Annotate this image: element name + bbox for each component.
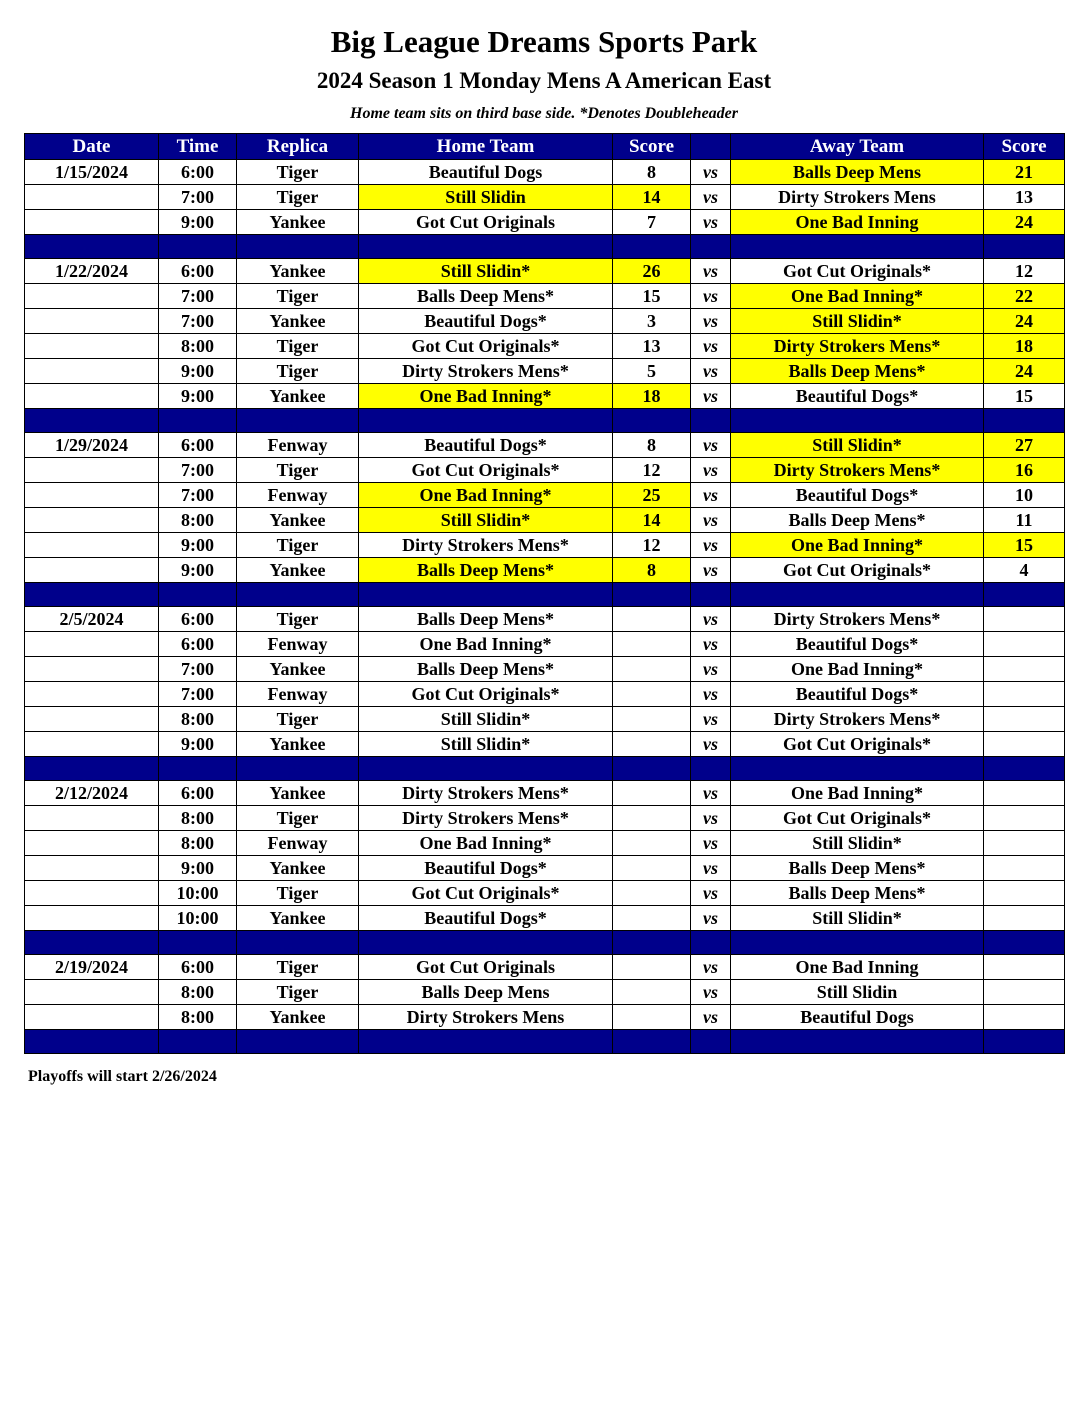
home-team-cell: Dirty Strokers Mens* bbox=[359, 359, 613, 384]
game-row bbox=[25, 558, 1065, 583]
home-score-cell: 5 bbox=[613, 359, 691, 384]
home-score-cell: 12 bbox=[613, 458, 691, 483]
home-team-cell: Dirty Strokers Mens bbox=[359, 1005, 613, 1030]
date-cell bbox=[25, 185, 159, 210]
away-score-cell bbox=[984, 856, 1065, 881]
home-score-cell bbox=[613, 955, 691, 980]
vs-cell: vs bbox=[691, 508, 731, 533]
away-team-cell: Dirty Strokers Mens* bbox=[731, 334, 984, 359]
date-cell bbox=[25, 906, 159, 931]
week-separator bbox=[25, 931, 1065, 955]
week-separator bbox=[25, 235, 1065, 259]
time-cell: 7:00 bbox=[159, 284, 237, 309]
replica-cell: Tiger bbox=[237, 185, 359, 210]
game-row bbox=[25, 856, 1065, 881]
home-team-cell: Balls Deep Mens* bbox=[359, 657, 613, 682]
away-team-cell: Beautiful Dogs* bbox=[731, 483, 984, 508]
home-score-cell: 13 bbox=[613, 334, 691, 359]
home-score-cell: 12 bbox=[613, 533, 691, 558]
home-score-cell: 7 bbox=[613, 210, 691, 235]
game-row bbox=[25, 707, 1065, 732]
away-score-cell: 13 bbox=[984, 185, 1065, 210]
away-score-cell: 12 bbox=[984, 259, 1065, 284]
away-score-cell: 18 bbox=[984, 334, 1065, 359]
vs-cell: vs bbox=[691, 259, 731, 284]
away-score-cell bbox=[984, 955, 1065, 980]
home-score-cell bbox=[613, 856, 691, 881]
replica-cell: Yankee bbox=[237, 309, 359, 334]
vs-cell: vs bbox=[691, 160, 731, 185]
vs-cell: vs bbox=[691, 384, 731, 409]
game-row bbox=[25, 309, 1065, 334]
home-team-cell: Dirty Strokers Mens* bbox=[359, 781, 613, 806]
date-cell: 1/15/2024 bbox=[25, 160, 159, 185]
away-team-cell: One Bad Inning* bbox=[731, 284, 984, 309]
replica-cell: Tiger bbox=[237, 533, 359, 558]
date-cell bbox=[25, 1005, 159, 1030]
vs-cell: vs bbox=[691, 458, 731, 483]
home-score-cell: 8 bbox=[613, 433, 691, 458]
home-team-cell: Balls Deep Mens bbox=[359, 980, 613, 1005]
time-cell: 6:00 bbox=[159, 433, 237, 458]
away-score-cell: 15 bbox=[984, 384, 1065, 409]
time-cell: 8:00 bbox=[159, 334, 237, 359]
schedule-table bbox=[24, 133, 1065, 1054]
replica-cell: Tiger bbox=[237, 458, 359, 483]
game-row bbox=[25, 160, 1065, 185]
replica-cell: Yankee bbox=[237, 906, 359, 931]
away-team-cell: One Bad Inning* bbox=[731, 533, 984, 558]
time-cell: 9:00 bbox=[159, 558, 237, 583]
home-score-cell bbox=[613, 906, 691, 931]
replica-cell: Yankee bbox=[237, 508, 359, 533]
date-cell bbox=[25, 732, 159, 757]
date-cell bbox=[25, 384, 159, 409]
time-cell: 8:00 bbox=[159, 1005, 237, 1030]
away-team-cell: Still Slidin* bbox=[731, 831, 984, 856]
home-score-cell: 14 bbox=[613, 185, 691, 210]
game-row bbox=[25, 881, 1065, 906]
date-cell bbox=[25, 533, 159, 558]
away-team-cell: Balls Deep Mens* bbox=[731, 856, 984, 881]
away-team-cell: Dirty Strokers Mens* bbox=[731, 607, 984, 632]
away-team-cell: Balls Deep Mens* bbox=[731, 508, 984, 533]
time-cell: 9:00 bbox=[159, 210, 237, 235]
vs-cell: vs bbox=[691, 558, 731, 583]
home-score-cell: 14 bbox=[613, 508, 691, 533]
away-score-cell: 24 bbox=[984, 359, 1065, 384]
replica-cell: Tiger bbox=[237, 980, 359, 1005]
date-cell bbox=[25, 707, 159, 732]
week-separator bbox=[25, 1030, 1065, 1054]
game-row bbox=[25, 284, 1065, 309]
date-cell: 2/19/2024 bbox=[25, 955, 159, 980]
col-header-away-team: Away Team bbox=[731, 134, 984, 160]
away-score-cell: 10 bbox=[984, 483, 1065, 508]
game-row bbox=[25, 384, 1065, 409]
away-team-cell: Got Cut Originals* bbox=[731, 558, 984, 583]
away-team-cell: Got Cut Originals* bbox=[731, 732, 984, 757]
away-team-cell: Beautiful Dogs* bbox=[731, 632, 984, 657]
date-cell bbox=[25, 334, 159, 359]
away-score-cell bbox=[984, 732, 1065, 757]
away-team-cell: Got Cut Originals* bbox=[731, 259, 984, 284]
away-team-cell: One Bad Inning bbox=[731, 210, 984, 235]
away-team-cell: Still Slidin* bbox=[731, 309, 984, 334]
home-team-cell: One Bad Inning* bbox=[359, 483, 613, 508]
replica-cell: Tiger bbox=[237, 607, 359, 632]
replica-cell: Yankee bbox=[237, 732, 359, 757]
replica-cell: Yankee bbox=[237, 384, 359, 409]
vs-cell: vs bbox=[691, 210, 731, 235]
vs-cell: vs bbox=[691, 881, 731, 906]
away-score-cell bbox=[984, 632, 1065, 657]
home-team-cell: Balls Deep Mens* bbox=[359, 607, 613, 632]
playoffs-note: Playoffs will start 2/26/2024 bbox=[28, 1068, 217, 1085]
home-score-cell: 8 bbox=[613, 558, 691, 583]
col-header-vs bbox=[691, 134, 731, 160]
replica-cell: Yankee bbox=[237, 1005, 359, 1030]
home-team-cell: Got Cut Originals* bbox=[359, 458, 613, 483]
home-team-cell: Dirty Strokers Mens* bbox=[359, 806, 613, 831]
date-cell bbox=[25, 309, 159, 334]
game-row bbox=[25, 334, 1065, 359]
date-cell bbox=[25, 284, 159, 309]
home-team-cell: Beautiful Dogs bbox=[359, 160, 613, 185]
home-team-cell: Dirty Strokers Mens* bbox=[359, 533, 613, 558]
home-team-cell: Got Cut Originals bbox=[359, 955, 613, 980]
game-row bbox=[25, 533, 1065, 558]
time-cell: 6:00 bbox=[159, 259, 237, 284]
home-team-cell: Balls Deep Mens* bbox=[359, 284, 613, 309]
away-score-cell: 16 bbox=[984, 458, 1065, 483]
replica-cell: Yankee bbox=[237, 259, 359, 284]
away-score-cell: 11 bbox=[984, 508, 1065, 533]
time-cell: 6:00 bbox=[159, 781, 237, 806]
away-team-cell: Still Slidin* bbox=[731, 906, 984, 931]
away-score-cell: 15 bbox=[984, 533, 1065, 558]
away-score-cell bbox=[984, 657, 1065, 682]
vs-cell: vs bbox=[691, 831, 731, 856]
away-score-cell bbox=[984, 906, 1065, 931]
game-row bbox=[25, 632, 1065, 657]
away-team-cell: Still Slidin* bbox=[731, 433, 984, 458]
home-team-cell: Got Cut Originals* bbox=[359, 334, 613, 359]
date-cell bbox=[25, 558, 159, 583]
time-cell: 9:00 bbox=[159, 732, 237, 757]
time-cell: 8:00 bbox=[159, 806, 237, 831]
home-team-cell: One Bad Inning* bbox=[359, 831, 613, 856]
replica-cell: Yankee bbox=[237, 657, 359, 682]
home-score-cell bbox=[613, 682, 691, 707]
game-row bbox=[25, 458, 1065, 483]
home-score-cell bbox=[613, 806, 691, 831]
away-team-cell: Balls Deep Mens* bbox=[731, 359, 984, 384]
home-team-cell: Beautiful Dogs* bbox=[359, 309, 613, 334]
replica-cell: Tiger bbox=[237, 707, 359, 732]
time-cell: 8:00 bbox=[159, 831, 237, 856]
replica-cell: Tiger bbox=[237, 334, 359, 359]
time-cell: 9:00 bbox=[159, 359, 237, 384]
home-score-cell bbox=[613, 881, 691, 906]
date-cell bbox=[25, 682, 159, 707]
away-team-cell: Dirty Strokers Mens bbox=[731, 185, 984, 210]
home-team-cell: Still Slidin* bbox=[359, 259, 613, 284]
home-team-cell: Beautiful Dogs* bbox=[359, 856, 613, 881]
away-score-cell bbox=[984, 881, 1065, 906]
vs-cell: vs bbox=[691, 632, 731, 657]
home-score-cell bbox=[613, 607, 691, 632]
date-cell bbox=[25, 657, 159, 682]
date-cell: 1/29/2024 bbox=[25, 433, 159, 458]
time-cell: 6:00 bbox=[159, 955, 237, 980]
replica-cell: Fenway bbox=[237, 433, 359, 458]
vs-cell: vs bbox=[691, 806, 731, 831]
col-header-date: Date bbox=[25, 134, 159, 160]
game-row bbox=[25, 607, 1065, 632]
replica-cell: Yankee bbox=[237, 856, 359, 881]
home-team-cell: Still Slidin* bbox=[359, 707, 613, 732]
vs-cell: vs bbox=[691, 607, 731, 632]
time-cell: 8:00 bbox=[159, 508, 237, 533]
game-row bbox=[25, 955, 1065, 980]
home-team-cell: One Bad Inning* bbox=[359, 632, 613, 657]
home-score-cell: 25 bbox=[613, 483, 691, 508]
home-score-cell: 3 bbox=[613, 309, 691, 334]
away-score-cell: 4 bbox=[984, 558, 1065, 583]
time-cell: 7:00 bbox=[159, 458, 237, 483]
home-team-cell: Beautiful Dogs* bbox=[359, 906, 613, 931]
vs-cell: vs bbox=[691, 284, 731, 309]
away-score-cell: 24 bbox=[984, 210, 1065, 235]
away-team-cell: Beautiful Dogs* bbox=[731, 682, 984, 707]
home-score-cell bbox=[613, 831, 691, 856]
date-cell bbox=[25, 210, 159, 235]
vs-cell: vs bbox=[691, 682, 731, 707]
away-score-cell bbox=[984, 682, 1065, 707]
vs-cell: vs bbox=[691, 906, 731, 931]
page-title: Big League Dreams Sports Park bbox=[330, 24, 758, 59]
home-team-cell: Got Cut Originals* bbox=[359, 682, 613, 707]
replica-cell: Tiger bbox=[237, 160, 359, 185]
replica-cell: Yankee bbox=[237, 558, 359, 583]
vs-cell: vs bbox=[691, 657, 731, 682]
time-cell: 9:00 bbox=[159, 856, 237, 881]
time-cell: 7:00 bbox=[159, 657, 237, 682]
game-row bbox=[25, 1005, 1065, 1030]
home-score-cell: 18 bbox=[613, 384, 691, 409]
vs-cell: vs bbox=[691, 856, 731, 881]
col-header-time: Time bbox=[159, 134, 237, 160]
home-team-cell: Beautiful Dogs* bbox=[359, 433, 613, 458]
away-score-cell bbox=[984, 980, 1065, 1005]
away-team-cell: One Bad Inning* bbox=[731, 781, 984, 806]
vs-cell: vs bbox=[691, 309, 731, 334]
game-row bbox=[25, 831, 1065, 856]
home-score-cell: 26 bbox=[613, 259, 691, 284]
time-cell: 10:00 bbox=[159, 906, 237, 931]
replica-cell: Fenway bbox=[237, 682, 359, 707]
vs-cell: vs bbox=[691, 980, 731, 1005]
vs-cell: vs bbox=[691, 707, 731, 732]
away-team-cell: Got Cut Originals* bbox=[731, 806, 984, 831]
doubleheader-note: Home team sits on third base side. *Denotes Doubleheader bbox=[350, 105, 738, 122]
game-row bbox=[25, 508, 1065, 533]
vs-cell: vs bbox=[691, 732, 731, 757]
date-cell bbox=[25, 831, 159, 856]
time-cell: 8:00 bbox=[159, 980, 237, 1005]
game-row bbox=[25, 682, 1065, 707]
game-row bbox=[25, 185, 1065, 210]
game-row bbox=[25, 359, 1065, 384]
col-header-away-score: Score bbox=[984, 134, 1065, 160]
away-score-cell bbox=[984, 781, 1065, 806]
time-cell: 9:00 bbox=[159, 533, 237, 558]
replica-cell: Fenway bbox=[237, 632, 359, 657]
away-score-cell: 24 bbox=[984, 309, 1065, 334]
date-cell bbox=[25, 458, 159, 483]
page-subtitle: 2024 Season 1 Monday Mens A American East bbox=[316, 68, 772, 93]
time-cell: 8:00 bbox=[159, 707, 237, 732]
col-header-home-score: Score bbox=[613, 134, 691, 160]
date-cell bbox=[25, 483, 159, 508]
week-separator bbox=[25, 583, 1065, 607]
time-cell: 6:00 bbox=[159, 160, 237, 185]
replica-cell: Fenway bbox=[237, 483, 359, 508]
home-team-cell: Still Slidin* bbox=[359, 508, 613, 533]
away-team-cell: Still Slidin bbox=[731, 980, 984, 1005]
home-score-cell bbox=[613, 980, 691, 1005]
vs-cell: vs bbox=[691, 955, 731, 980]
home-team-cell: Got Cut Originals bbox=[359, 210, 613, 235]
away-team-cell: Dirty Strokers Mens* bbox=[731, 458, 984, 483]
table-header-row bbox=[25, 134, 1065, 160]
away-score-cell bbox=[984, 607, 1065, 632]
vs-cell: vs bbox=[691, 1005, 731, 1030]
replica-cell: Tiger bbox=[237, 806, 359, 831]
date-cell bbox=[25, 881, 159, 906]
vs-cell: vs bbox=[691, 533, 731, 558]
week-separator bbox=[25, 409, 1065, 433]
date-cell: 2/12/2024 bbox=[25, 781, 159, 806]
time-cell: 7:00 bbox=[159, 185, 237, 210]
away-score-cell: 27 bbox=[984, 433, 1065, 458]
replica-cell: Tiger bbox=[237, 955, 359, 980]
game-row bbox=[25, 781, 1065, 806]
game-row bbox=[25, 259, 1065, 284]
home-team-cell: One Bad Inning* bbox=[359, 384, 613, 409]
time-cell: 7:00 bbox=[159, 682, 237, 707]
away-score-cell bbox=[984, 831, 1065, 856]
home-score-cell: 8 bbox=[613, 160, 691, 185]
replica-cell: Yankee bbox=[237, 210, 359, 235]
away-team-cell: Beautiful Dogs bbox=[731, 1005, 984, 1030]
home-team-cell: Got Cut Originals* bbox=[359, 881, 613, 906]
home-score-cell bbox=[613, 781, 691, 806]
game-row bbox=[25, 433, 1065, 458]
home-score-cell bbox=[613, 657, 691, 682]
time-cell: 6:00 bbox=[159, 632, 237, 657]
away-team-cell: Beautiful Dogs* bbox=[731, 384, 984, 409]
replica-cell: Yankee bbox=[237, 781, 359, 806]
date-cell: 2/5/2024 bbox=[25, 607, 159, 632]
away-score-cell bbox=[984, 806, 1065, 831]
home-score-cell bbox=[613, 1005, 691, 1030]
date-cell bbox=[25, 359, 159, 384]
vs-cell: vs bbox=[691, 334, 731, 359]
away-score-cell bbox=[984, 707, 1065, 732]
time-cell: 10:00 bbox=[159, 881, 237, 906]
home-team-cell: Still Slidin* bbox=[359, 732, 613, 757]
week-separator bbox=[25, 757, 1065, 781]
game-row bbox=[25, 732, 1065, 757]
replica-cell: Tiger bbox=[237, 881, 359, 906]
away-score-cell bbox=[984, 1005, 1065, 1030]
date-cell bbox=[25, 856, 159, 881]
vs-cell: vs bbox=[691, 359, 731, 384]
home-team-cell: Balls Deep Mens* bbox=[359, 558, 613, 583]
vs-cell: vs bbox=[691, 185, 731, 210]
home-team-cell: Still Slidin bbox=[359, 185, 613, 210]
date-cell bbox=[25, 508, 159, 533]
date-cell bbox=[25, 980, 159, 1005]
away-team-cell: One Bad Inning bbox=[731, 955, 984, 980]
home-score-cell: 15 bbox=[613, 284, 691, 309]
game-row bbox=[25, 906, 1065, 931]
replica-cell: Tiger bbox=[237, 359, 359, 384]
col-header-replica: Replica bbox=[237, 134, 359, 160]
date-cell bbox=[25, 632, 159, 657]
time-cell: 9:00 bbox=[159, 384, 237, 409]
schedule-body bbox=[25, 160, 1065, 1054]
game-row bbox=[25, 657, 1065, 682]
col-header-home-team: Home Team bbox=[359, 134, 613, 160]
game-row bbox=[25, 980, 1065, 1005]
home-score-cell bbox=[613, 707, 691, 732]
away-team-cell: Dirty Strokers Mens* bbox=[731, 707, 984, 732]
vs-cell: vs bbox=[691, 483, 731, 508]
date-cell: 1/22/2024 bbox=[25, 259, 159, 284]
away-team-cell: One Bad Inning* bbox=[731, 657, 984, 682]
home-score-cell bbox=[613, 632, 691, 657]
away-score-cell: 21 bbox=[984, 160, 1065, 185]
replica-cell: Fenway bbox=[237, 831, 359, 856]
away-team-cell: Balls Deep Mens* bbox=[731, 881, 984, 906]
away-team-cell: Balls Deep Mens bbox=[731, 160, 984, 185]
time-cell: 7:00 bbox=[159, 309, 237, 334]
date-cell bbox=[25, 806, 159, 831]
game-row bbox=[25, 210, 1065, 235]
vs-cell: vs bbox=[691, 781, 731, 806]
vs-cell: vs bbox=[691, 433, 731, 458]
time-cell: 7:00 bbox=[159, 483, 237, 508]
game-row bbox=[25, 483, 1065, 508]
game-row bbox=[25, 806, 1065, 831]
replica-cell: Tiger bbox=[237, 284, 359, 309]
time-cell: 6:00 bbox=[159, 607, 237, 632]
away-score-cell: 22 bbox=[984, 284, 1065, 309]
home-score-cell bbox=[613, 732, 691, 757]
